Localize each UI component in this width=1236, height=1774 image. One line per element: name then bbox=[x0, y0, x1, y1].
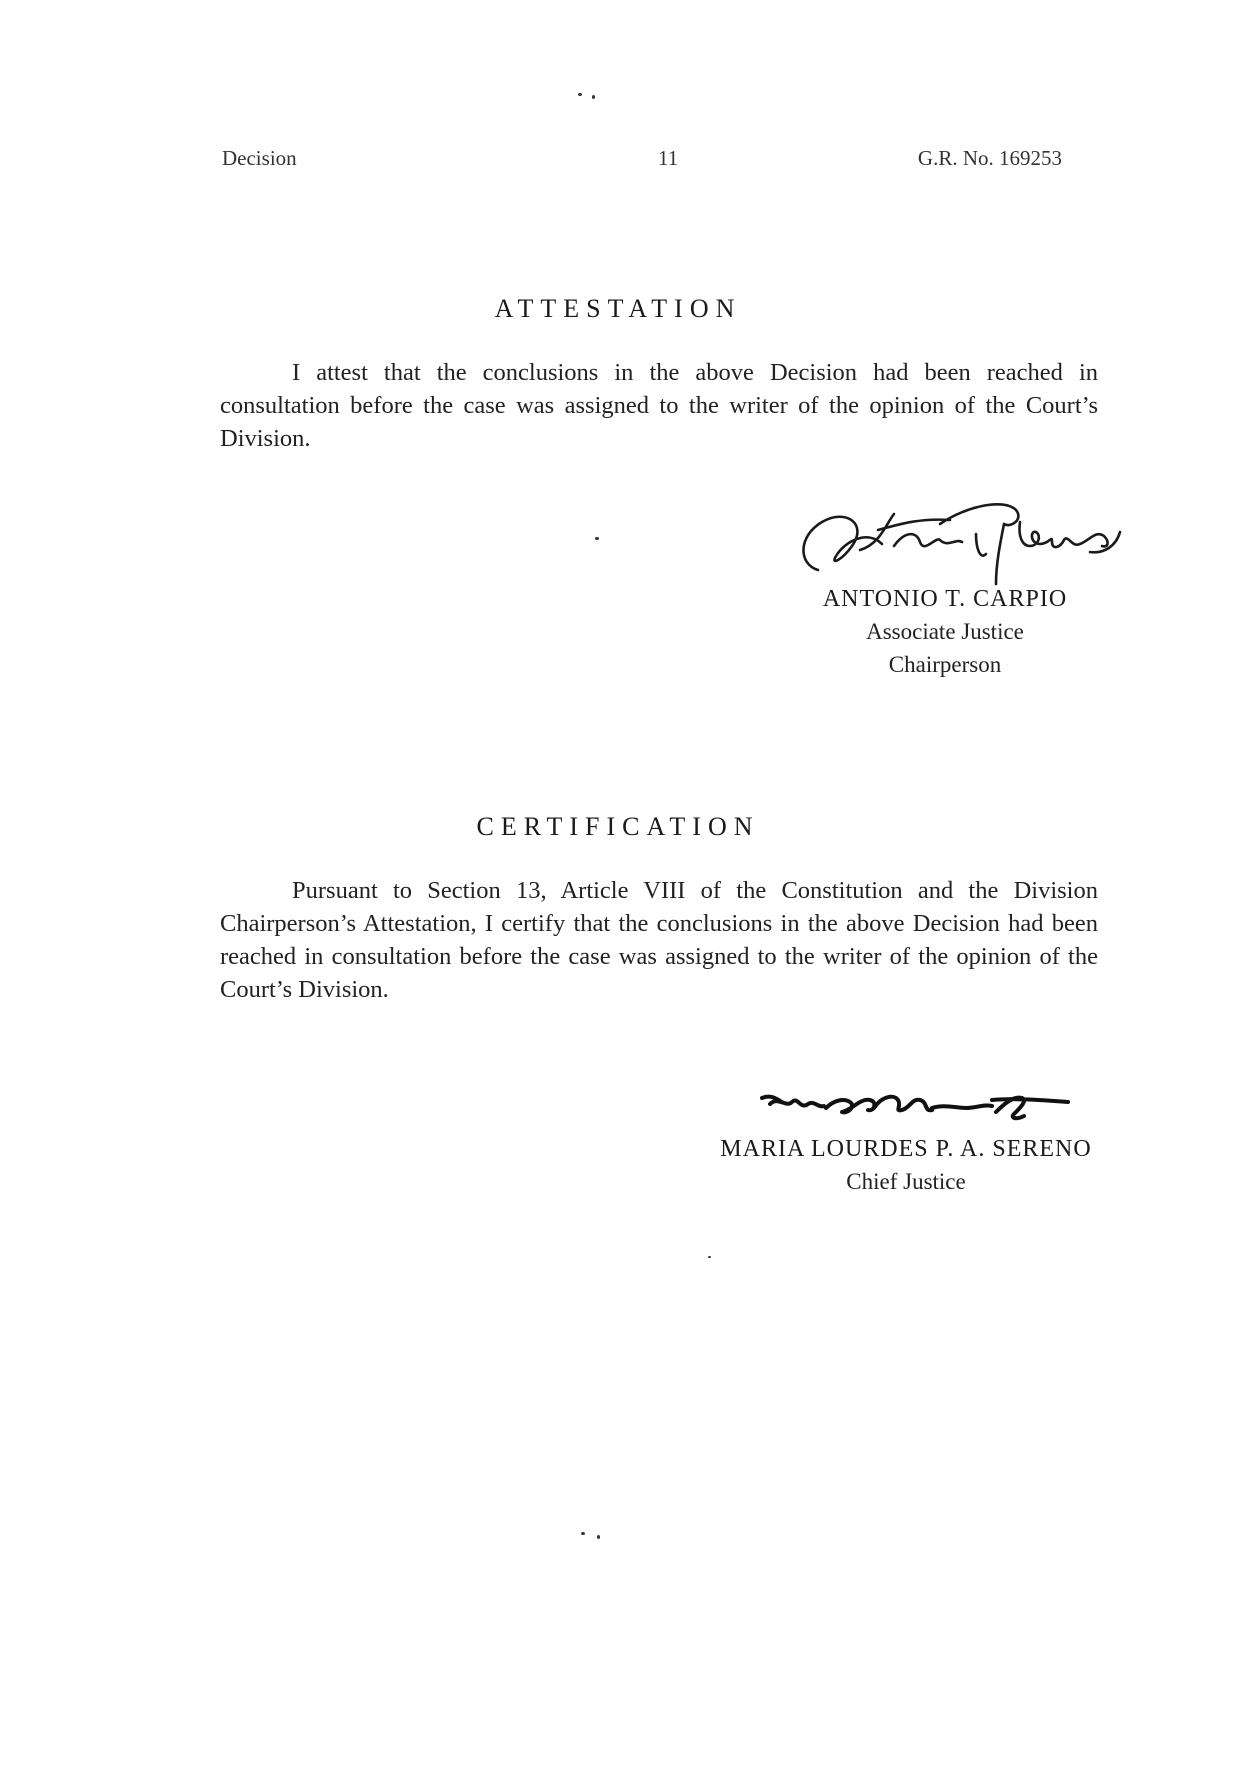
header-page-number: 11 bbox=[658, 146, 679, 170]
certification-body-text: Pursuant to Section 13, Article VIII of the Constitution and the Division Chairperson’s Attestation, I certify that the conclusions in the above Decision had been reached in consultation before the case was assigned to the writer of the opinion of the Court’s Division. bbox=[220, 877, 1098, 1003]
scan-speck bbox=[708, 1256, 711, 1258]
certification-title: CERTIFICATION bbox=[476, 812, 760, 841]
sereno-signature bbox=[752, 1086, 1082, 1130]
carpio-name: ANTONIO T. CARPIO bbox=[822, 586, 1068, 612]
attestation-title: ATTESTATION bbox=[494, 294, 742, 323]
sereno-name: MARIA LOURDES P. A. SERENO bbox=[720, 1136, 1092, 1162]
scan-speck bbox=[592, 95, 595, 99]
header-document-type: Decision bbox=[222, 146, 297, 170]
header-case-number: G.R. No. 169253 bbox=[917, 146, 1062, 170]
carpio-role: Chairperson bbox=[888, 652, 1002, 677]
carpio-title: Associate Justice bbox=[866, 619, 1024, 644]
scan-speck bbox=[578, 93, 582, 96]
certification-body bbox=[220, 874, 1098, 1006]
scan-speck bbox=[581, 1532, 585, 1535]
carpio-signature-block bbox=[770, 583, 1120, 681]
sereno-title: Chief Justice bbox=[846, 1169, 966, 1194]
scan-speck bbox=[595, 537, 599, 540]
attestation-body-text: I attest that the conclusions in the above Decision had been reached in consultation before the case was assigned to the writer of the opinion of the Court’s Division. bbox=[220, 359, 1098, 452]
attestation-body bbox=[220, 356, 1098, 455]
scan-speck bbox=[597, 1535, 600, 1539]
carpio-signature bbox=[790, 484, 1130, 594]
page-header bbox=[222, 146, 1062, 176]
sereno-signature-block bbox=[686, 1133, 1126, 1198]
